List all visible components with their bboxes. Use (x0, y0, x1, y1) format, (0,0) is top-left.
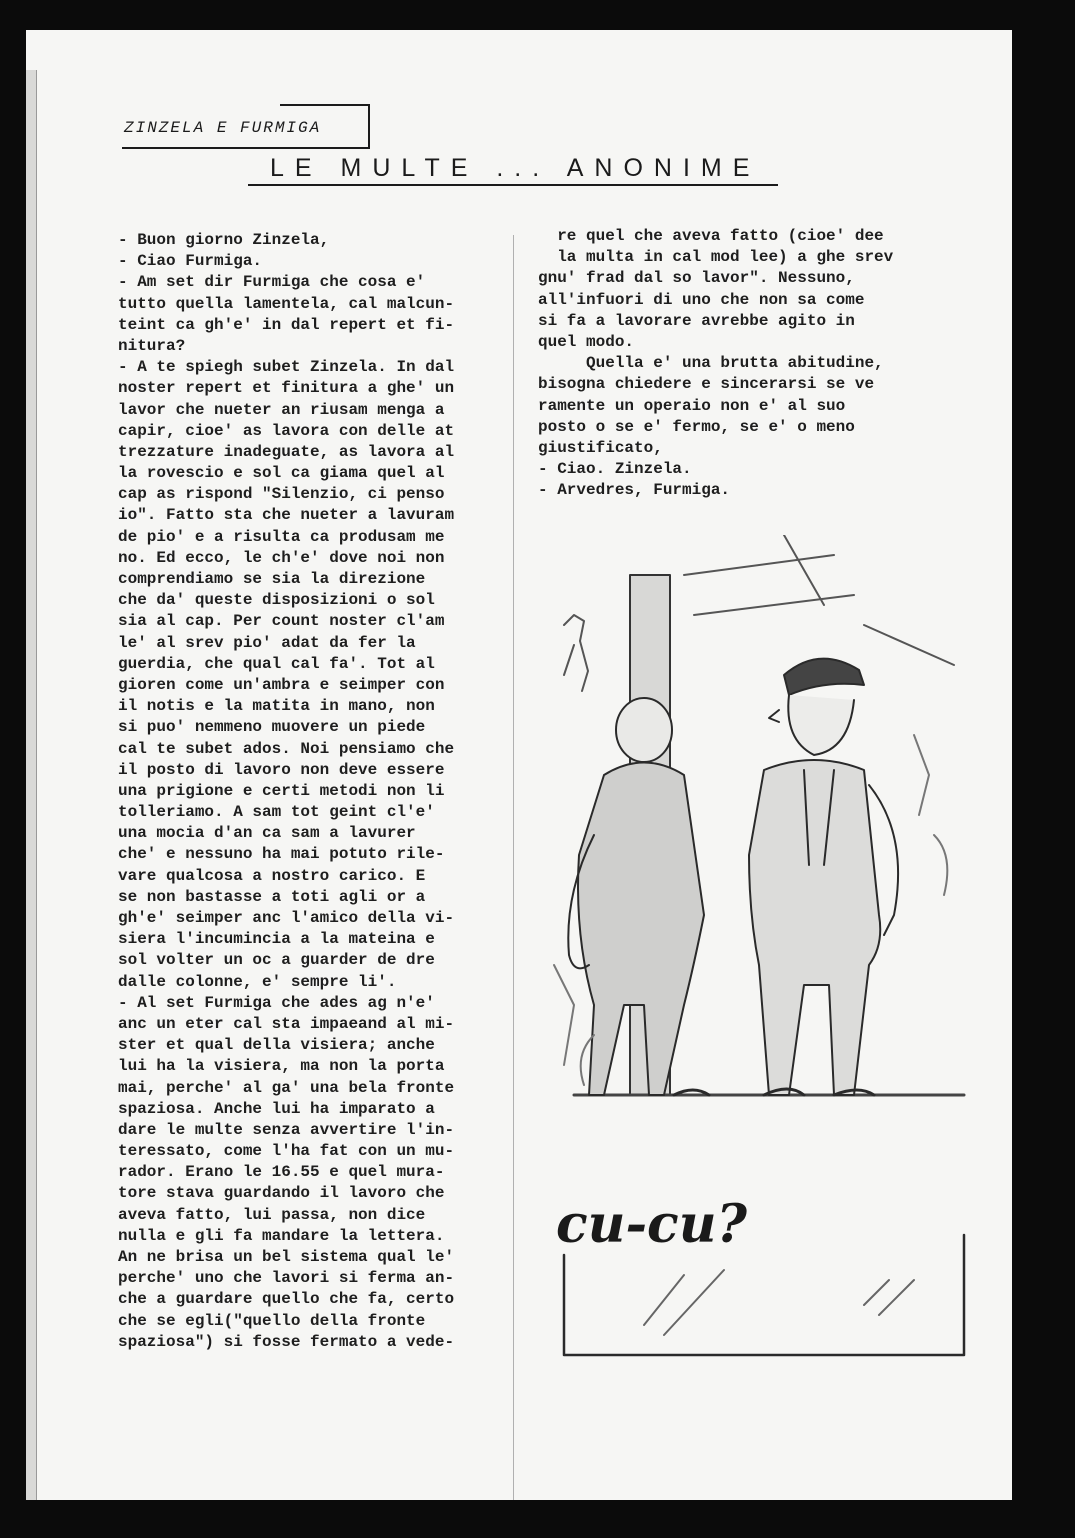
text-line: nulla e gli fa mandare la lettera. (118, 1226, 445, 1245)
right-text-column (538, 226, 933, 501)
text-line: - Buon giorno Zinzela, (118, 231, 330, 249)
text-line: cap as rispond "Silenzio, ci penso (118, 485, 445, 504)
text-line: aveva fatto, lui passa, non dice (118, 1205, 426, 1224)
capped-worker (749, 659, 898, 1095)
text-line: ramente un operaio non e' al suo (538, 396, 846, 415)
text-line: giustificato, (538, 438, 663, 457)
text-line: il posto di lavoro non deve essere (118, 760, 445, 779)
text-line: che se egli("quello della fronte (118, 1311, 426, 1330)
text-line: gh'e' seimper anc l'amico della vi- (118, 909, 455, 927)
text-line: Quella e' una brutta abitudine, (538, 354, 884, 373)
text-line: guerdia, che qual cal fa'. Tot al (118, 654, 435, 673)
text-line: tutto quella lamentela, cal malcun- (118, 294, 455, 313)
text-line: - Arvedres, Furmiga. (538, 481, 731, 500)
text-line: teint ca gh'e' in dal repert et fi- (118, 315, 455, 334)
text-line: gnu' frad dal so lavor". Nessuno, (538, 269, 855, 288)
text-line: gioren come un'ambra e seimper con (118, 675, 445, 694)
text-line: noster repert et finitura a ghe' un (118, 379, 455, 398)
text-line: nitura? (118, 336, 186, 355)
section-label: ZINZELA E FURMIGA (124, 119, 322, 137)
title-underline (248, 184, 778, 186)
text-line: il notis e la matita in mano, non (118, 697, 435, 716)
magazine-page (26, 30, 1012, 1500)
text-line: no. Ed ecco, le ch'e' dove noi non (118, 548, 445, 567)
caption-hatching (644, 1270, 914, 1335)
text-line: la multa in cal mod lee) a ghe srev (538, 248, 894, 267)
text-line: An ne brisa un bel sistema qual le' (118, 1248, 455, 1266)
text-line: si puo' nemmeno muovere un piede (118, 718, 426, 737)
text-line: capir, cioe' as lavora con delle at (118, 421, 455, 440)
text-line: de pio' e a risulta ca produsam me (118, 527, 445, 546)
text-line: dare le multe senza avvertire l'in- (118, 1120, 455, 1139)
text-line: posto o se e' fermo, se e' o meno (538, 417, 855, 436)
article-title: LE MULTE ... ANONIME (270, 154, 761, 182)
text-line: le' al srev pio' adat da fer la (118, 633, 416, 652)
text-line: bisogna chiedere e sincerarsi se ve (538, 375, 875, 394)
text-line: che' e nessuno ha mai potuto rile- (118, 845, 445, 864)
text-line: tolleriamo. A sam tot geint cl'e' (118, 803, 435, 822)
text-line: vare qualcosa a nostro carico. E (118, 866, 426, 885)
text-line: spaziosa. Anche lui ha imparato a (118, 1099, 435, 1118)
text-line: - A te spiegh subet Zinzela. In dal (118, 358, 455, 377)
text-line: la rovescio e sol ca giama quel al (118, 464, 445, 483)
text-line: si fa a lavorare avrebbe agito in (538, 311, 855, 330)
text-line: ster et qual della visiera; anche (118, 1036, 435, 1055)
text-line: una mocia d'an ca sam a lavurer (118, 824, 416, 843)
cartoon-caption: cu-cu? (556, 1194, 747, 1255)
text-line: una prigione e certi metodi non li (118, 781, 445, 800)
text-line: lavor che nueter an riusam menga a (118, 400, 445, 419)
column-divider (513, 235, 514, 1500)
ceiling-beam (684, 535, 954, 665)
label-frame-top (280, 104, 370, 106)
text-line: sol volter un oc a guarder de dre (118, 951, 435, 970)
text-line: comprendiamo se sia la direzione (118, 570, 426, 588)
text-line: teressato, come l'ha fat con un mu- (118, 1142, 455, 1161)
text-line: lui ha la visiera, ma non la porta (118, 1057, 445, 1076)
text-line: re quel che aveva fatto (cioe' dee (538, 227, 884, 245)
label-frame-bottom (122, 147, 370, 149)
text-line: io". Fatto sta che nueter a lavuram (118, 506, 455, 525)
page-edge (26, 70, 37, 1500)
text-line: - Ciao. Zinzela. (538, 460, 692, 479)
text-line: dalle colonne, e' sempre li'. (118, 972, 397, 991)
text-line: rador. Erano le 16.55 e quel mura- (118, 1163, 445, 1182)
text-line: anc un eter cal sta impaeand al mi- (118, 1014, 455, 1033)
climbing-worker (564, 615, 588, 691)
text-line: sia al cap. Per count noster cl'am (118, 612, 445, 631)
left-text-column (118, 230, 513, 1353)
text-line: siera l'incumincia a la mateina e (118, 930, 435, 949)
text-line: che a guardare quello che fa, certo (118, 1290, 455, 1309)
text-line: perche' uno che lavori si ferma an- (118, 1269, 455, 1288)
label-frame-right (368, 104, 370, 148)
text-line: cal te subet ados. Noi pensiamo che (118, 739, 455, 758)
text-line: all'infuori di uno che non sa come (538, 290, 865, 309)
text-line: se non bastasse a toti agli or a (118, 887, 426, 906)
text-line: trezzature inadeguate, as lavora al (118, 442, 455, 461)
text-line: - Ciao Furmiga. (118, 252, 263, 271)
text-line: che da' queste disposizioni o sol (118, 591, 435, 610)
text-line: - Al set Furmiga che ades ag n'e' (118, 993, 435, 1012)
text-line: spaziosa") si fosse fermato a vede- (118, 1332, 455, 1351)
text-line: - Am set dir Furmiga che cosa e' (118, 273, 426, 292)
text-line: tore stava guardando il lavoro che (118, 1184, 445, 1203)
cartoon-illustration (534, 535, 974, 1435)
text-line: mai, perche' al ga' una bela fronte (118, 1078, 455, 1097)
text-line: quel modo. (538, 332, 635, 351)
